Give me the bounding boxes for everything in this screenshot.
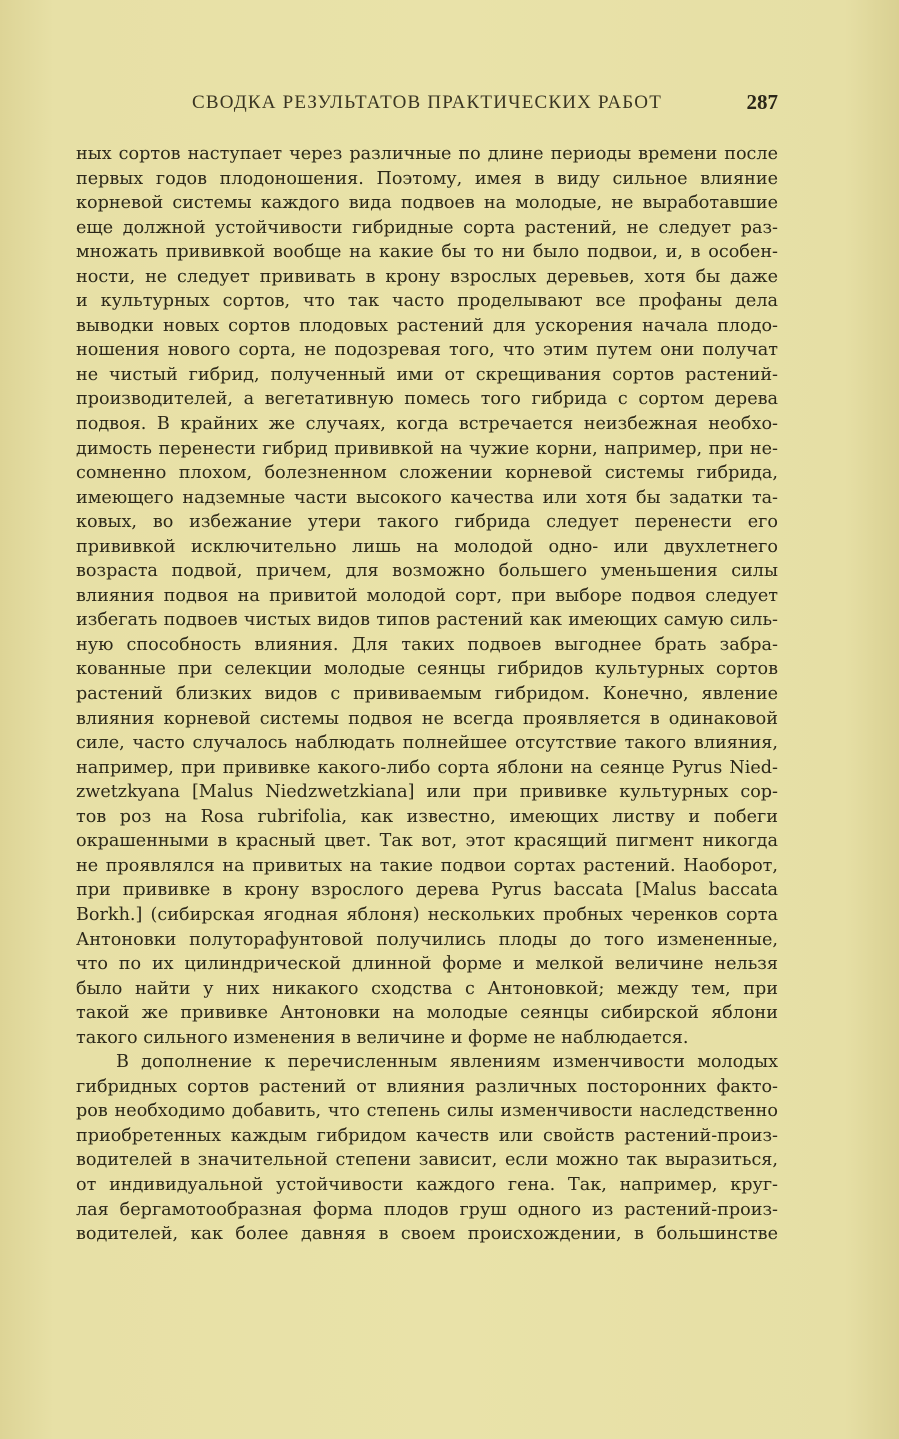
text-line: не проявлялся на привитых на такие подвои сортах растений. Наоборот, [76,855,778,876]
text-line: zwetzkyana [Malus Niedzwetzkiana] или при прививке культурных сор- [76,782,778,803]
text-line: тов роз на Rosa rubrifolia, как известно, имеющих листву и побеги [76,806,778,827]
text-line: не чистый гибрид, полученный ими от скрещивания сортов растений- [76,364,778,385]
text-line: первых годов плодоношения. Поэтому, имея в виду сильное влияние [76,168,778,189]
text-line: от индивидуальной устойчивости каждого гена. Так, например, круг- [76,1174,778,1195]
text-line: ности, не следует прививать в крону взрослых деревьев, хотя бы даже [76,266,778,287]
text-line: и культурных сортов, что так часто проделывают все профаны дела [76,291,778,312]
text-line: ношения нового сорта, не подозревая того, что этим путем они получат [76,340,778,361]
text-line: гибридных сортов растений от влияния различных посторонних факто- [76,1076,778,1097]
text-line: еще должной устойчивости гибридные сорта растений, не следует раз- [76,217,778,238]
text-line: димость перенести гибрид прививкой на чужие корни, например, при не- [76,438,778,459]
text-line: при прививке в крону взрослого дерева Pyrus baccata [Malus baccata [76,880,778,901]
text-line: такой же прививке Антоновки на молодые сеянцы сибирской яблони [76,1003,778,1024]
text-line: влияния корневой системы подвоя не всегда проявляется в одинаковой [76,708,778,729]
text-line: такого сильного изменения в величине и форме не наблюдается. [76,1027,689,1048]
page-number: 287 [746,90,778,114]
text-line: подвоя. В крайних же случаях, когда встречается неизбежная необхо- [76,414,778,435]
text-line: корневой системы каждого вида подвоев на молодые, не выработавшие [76,193,778,214]
text-line: например, при прививке какого-либо сорта яблони на сеянце Pyrus Nied- [76,757,778,778]
text-line: выводки новых сортов плодовых растений для ускорения начала плодо- [76,315,778,336]
text-line: было найти у них никакого сходства с Антоновкой; между тем, при [76,978,778,999]
text-line: Borkh.] (сибирская ягодная яблоня) нескольких пробных черенков сорта [76,904,778,925]
text-line: приобретенных каждым гибридом качеств или свойств растений-произ- [76,1125,778,1146]
text-line: Антоновки полуторафунтовой получились плоды до того измененные, [76,929,778,950]
text-line: растений близких видов с прививаемым гибридом. Конечно, явление [76,684,778,705]
text-line: избегать подвоев чистых видов типов растений как имеющих самую силь- [76,610,778,631]
text-line: окрашенными в красный цвет. Так вот, этот красящий пигмент никогда [76,831,778,852]
page-header [76,92,778,118]
text-line: производителей, а вегетативную помесь того гибрида с сортом дерева [76,389,778,410]
text-line: ковых, во избежание утери такого гибрида следует перенести его [76,512,778,533]
text-line: множать прививкой вообще на какие бы то ни было подвои, и, в особен- [76,242,778,263]
text-line: лая бергамотообразная форма плодов груш одного из растений-произ- [76,1199,778,1220]
text-line: влияния подвоя на привитой молодой сорт, при выборе подвоя следует [76,585,778,606]
body-text [76,142,778,1247]
text-line: что по их цилиндрической длинной форме и мелкой величине нельзя [76,954,778,975]
text-line: В дополнение к перечисленным явлениям изменчивости молодых [116,1052,778,1073]
text-line: сомненно плохом, болезненном сложении корневой системы гибрида, [76,463,778,484]
text-line: имеющего надземные части высокого качества или хотя бы задатки та- [76,487,778,508]
text-line: ную способность влияния. Для таких подвоев выгоднее брать забра- [76,634,778,655]
text-line: кованные при селекции молодые сеянцы гибридов культурных сортов [76,659,778,680]
text-line: ных сортов наступает через различные по длине периоды времени после [76,144,778,164]
text-line: силе, часто случалось наблюдать полнейшее отсутствие такого влияния, [76,733,778,754]
text-line: возраста подвой, причем, для возможно большего уменьшения силы [76,561,778,582]
text-line: прививкой исключительно лишь на молодой одно- или двухлетнего [76,536,778,557]
text-line: водителей, как более давняя в своем происхождении, в большинстве [76,1224,778,1245]
running-title: СВОДКА РЕЗУЛЬТАТОВ ПРАКТИЧЕСКИХ РАБОТ [192,92,662,113]
text-line: водителей в значительной степени зависит, если можно так выразиться, [76,1150,778,1171]
text-line: ров необходимо добавить, что степень силы изменчивости наследственно [76,1101,778,1122]
